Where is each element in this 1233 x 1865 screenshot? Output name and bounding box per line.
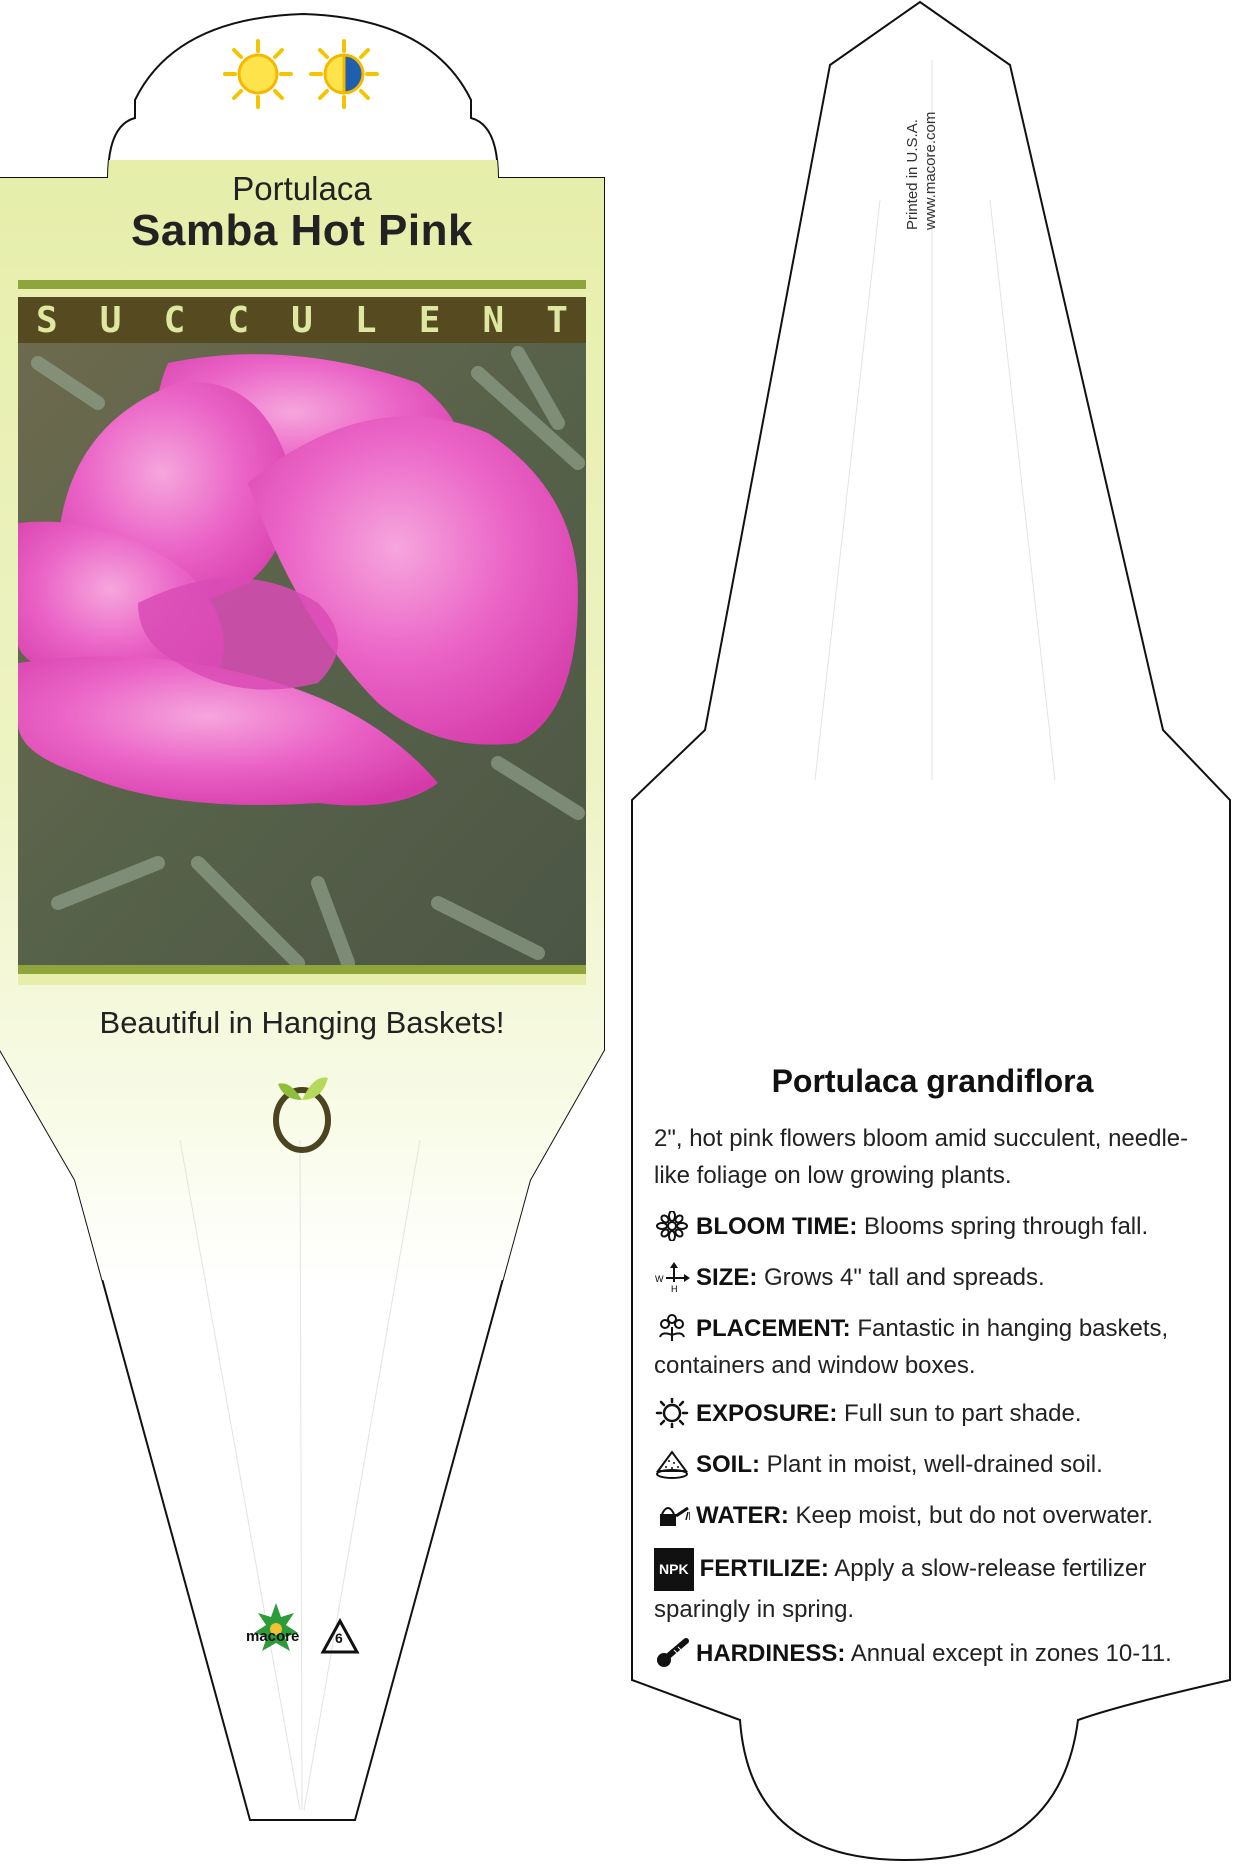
category-band-letter: E: [418, 299, 441, 341]
category-band-letter: U: [99, 299, 122, 341]
placement-label: PLACEMENT:: [696, 1315, 851, 1342]
placement-row: [654, 1310, 1214, 1384]
part-sun-icon: [308, 38, 380, 110]
bottom-rule: [18, 965, 586, 974]
printer-info: [904, 90, 944, 250]
category-band-text: [18, 297, 586, 343]
category-band-letter: C: [227, 299, 250, 341]
size-label: SIZE:: [696, 1264, 758, 1291]
size-icon-w: W: [655, 1273, 664, 1284]
hardiness-label: HARDINESS:: [696, 1640, 846, 1667]
placement-value: Fantastic in hanging baskets, containers and window boxes.: [654, 1315, 1169, 1379]
bloom-time-label: BLOOM TIME:: [696, 1213, 858, 1240]
bloom-time-value: Blooms spring through fall.: [857, 1213, 1149, 1240]
website: www.macore.com: [922, 111, 939, 230]
soil-icon: [654, 1449, 690, 1479]
category-band-letter: N: [482, 299, 505, 341]
exposure-row: [654, 1395, 1214, 1432]
category-band-letter: L: [354, 299, 377, 341]
recycle-number: 6: [335, 1630, 343, 1646]
watering-can-icon: [654, 1500, 690, 1530]
tagline: Beautiful in Hanging Baskets!: [99, 1005, 505, 1040]
hardiness-value: Annual except in zones 10-11.: [845, 1640, 1172, 1667]
fertilize-row: [654, 1548, 1214, 1628]
size-icon-h: H: [671, 1283, 678, 1292]
category-band-letter: T: [546, 299, 568, 341]
description: 2", hot pink flowers bloom amid succulent, needle-like foliage on low growing plants.: [654, 1125, 1189, 1189]
category-band-letter: S: [36, 299, 58, 341]
variety-name: Samba Hot Pink: [131, 206, 473, 255]
water-value: Keep moist, but do not overwater.: [788, 1502, 1154, 1529]
soil-row: [654, 1446, 1214, 1483]
exposure-value: Full sun to part shade.: [837, 1400, 1082, 1427]
npk-icon: NPK: [654, 1548, 694, 1591]
botanical-name: Portulaca grandiflora: [771, 1063, 1094, 1099]
category-band-letter: C: [163, 299, 186, 341]
flower-icon: [654, 1211, 690, 1241]
category-band-letter: U: [291, 299, 313, 341]
sun-outline-icon: [654, 1398, 690, 1428]
size-row: [654, 1259, 1214, 1296]
fertilize-label: FERTILIZE:: [699, 1554, 829, 1582]
brand-name: macore: [246, 1628, 300, 1645]
size-value: Grows 4" tall and spreads.: [757, 1264, 1045, 1291]
fertilize-value: Apply a slow-release fertilizer sparingly in spring.: [654, 1554, 1147, 1623]
water-row: [654, 1497, 1214, 1534]
soil-label: SOIL:: [696, 1451, 760, 1478]
hardiness-row: [654, 1635, 1214, 1672]
bloom-time-row: [654, 1208, 1214, 1245]
thermometer-icon: [654, 1638, 690, 1668]
water-label: WATER:: [696, 1502, 789, 1529]
full-sun-icon: [222, 38, 294, 110]
printed-in: Printed in U.S.A.: [904, 119, 921, 230]
plant-icon: [654, 1313, 690, 1343]
size-icon: [654, 1262, 690, 1292]
exposure-label: EXPOSURE:: [696, 1400, 838, 1427]
top-rule: [18, 280, 586, 289]
soil-value: Plant in moist, well-drained soil.: [760, 1451, 1103, 1478]
flower-photo: [18, 343, 586, 965]
seed-logo-icon: [270, 1070, 334, 1154]
common-name: Portulaca: [232, 170, 372, 207]
